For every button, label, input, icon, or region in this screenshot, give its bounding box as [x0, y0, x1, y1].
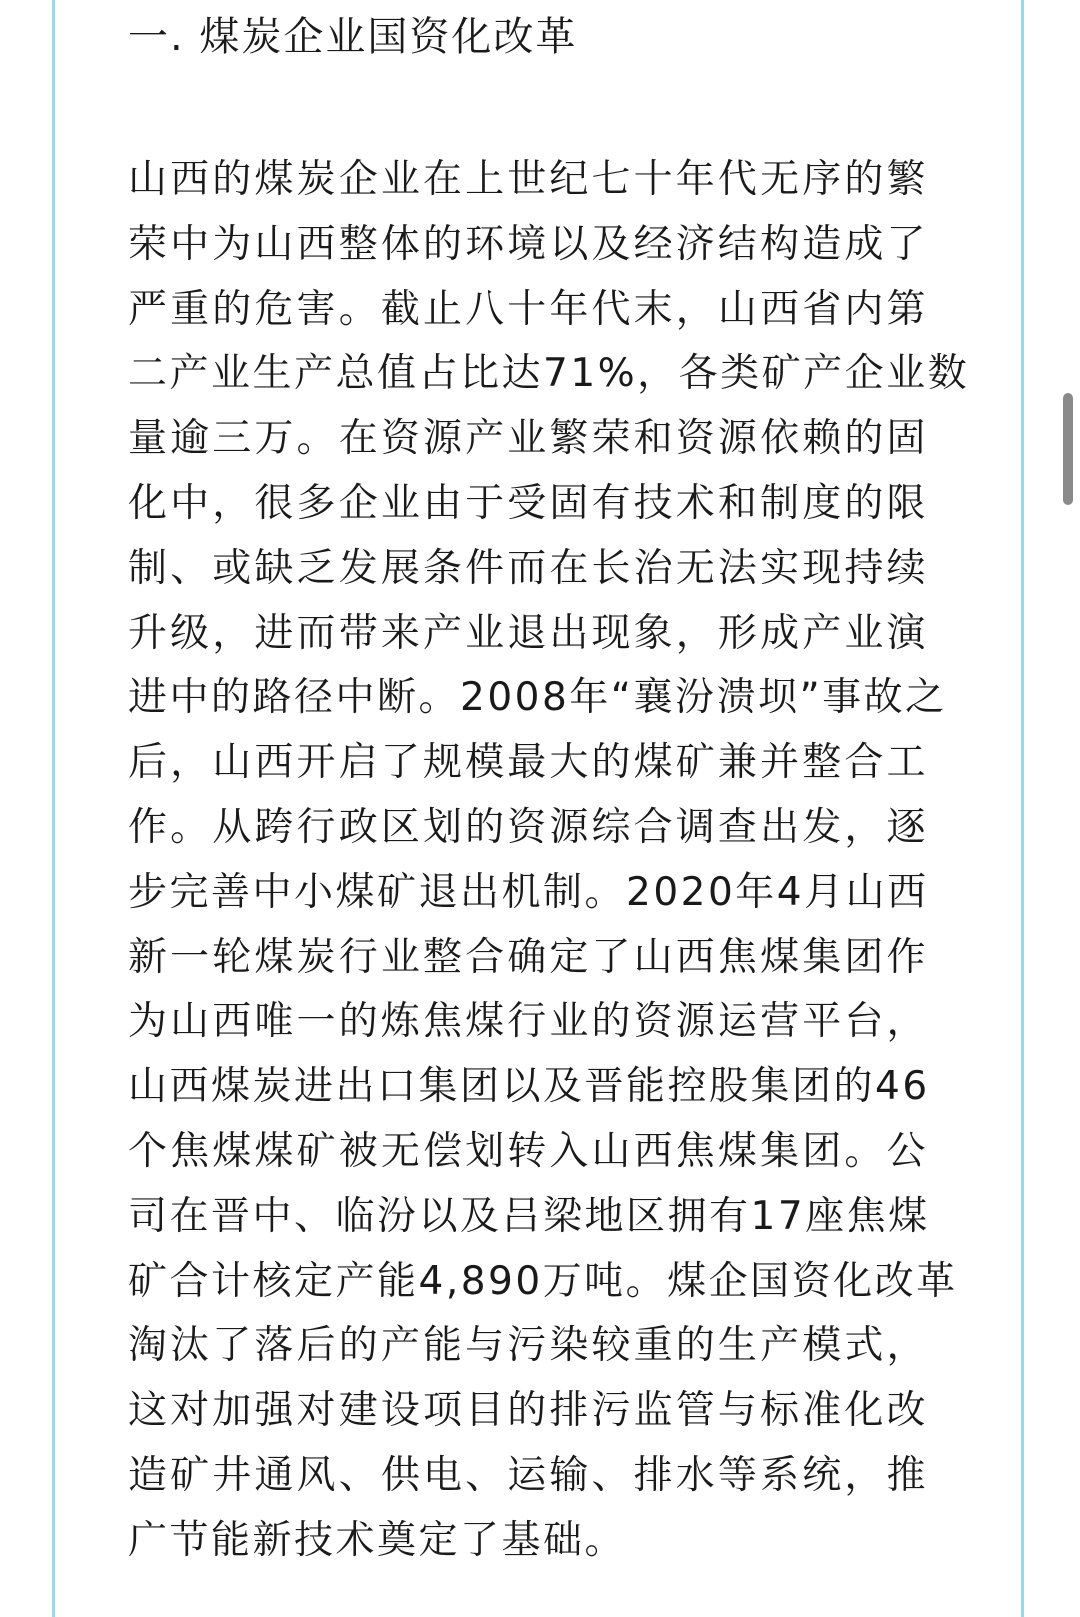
- paragraph-line: 司在晋中、临汾以及吕梁地区拥有17座焦煤: [128, 1193, 930, 1239]
- paragraph-line: 个焦煤煤矿被无偿划转入山西焦煤集团。公: [128, 1128, 928, 1174]
- paragraph-line: 为山西唯一的炼焦煤行业的资源运营平台，: [128, 999, 928, 1045]
- article-body: [128, 0, 970, 1574]
- paragraph-line: 化中，很多企业由于受固有技术和制度的限: [128, 480, 928, 526]
- paragraph-line: 后，山西开启了规模最大的煤矿兼并整合工: [128, 740, 928, 786]
- section-paragraph: [128, 148, 970, 1574]
- paragraph-line: 广节能新技术奠定了基础。: [128, 1517, 627, 1563]
- paragraph-line: 二产业生产总值占比达71%，各类矿产企业数: [128, 351, 970, 397]
- paragraph-line: 新一轮煤炭行业整合确定了山西焦煤集团作: [128, 934, 928, 980]
- paragraph-line: 步完善中小煤矿退出机制。2020年4月山西: [128, 869, 929, 915]
- paragraph-line: 量逾三万。在资源产业繁荣和资源依赖的固: [128, 416, 928, 462]
- paragraph-line: 矿合计核定产能4,890万吨。煤企国资化改革: [128, 1258, 958, 1304]
- paragraph-line: 山西煤炭进出口集团以及晋能控股集团的46: [128, 1064, 930, 1110]
- paragraph-line: 山西的煤炭企业在上世纪七十年代无序的繁: [128, 157, 928, 202]
- scrollbar-thumb[interactable]: [1063, 393, 1073, 505]
- paragraph-line: 作。从跨行政区划的资源综合调查出发，逐: [128, 804, 928, 850]
- paragraph-line: 严重的危害。截止八十年代末，山西省内第: [128, 286, 928, 332]
- paragraph-line: 荣中为山西整体的环境以及经济结构造成了: [128, 221, 928, 267]
- paragraph-line: 升级，进而带来产业退出现象，形成产业演: [128, 610, 928, 656]
- paragraph-line: 这对加强对建设项目的排污监管与标准化改: [128, 1388, 928, 1434]
- paragraph-line: 制、或缺乏发展条件而在长治无法实现持续: [128, 545, 928, 591]
- section-heading: 一. 煤炭企业国资化改革: [128, 14, 578, 60]
- paragraph-line: 造矿井通风、供电、运输、排水等系统，推: [128, 1452, 928, 1498]
- paragraph-line: 淘汰了落后的产能与污染较重的生产模式，: [128, 1323, 928, 1369]
- right-frame-border: [1021, 0, 1080, 1617]
- left-frame-border: [0, 0, 55, 1617]
- paragraph-line: 进中的路径中断。2008年“襄汾溃坝”事故之: [128, 675, 947, 721]
